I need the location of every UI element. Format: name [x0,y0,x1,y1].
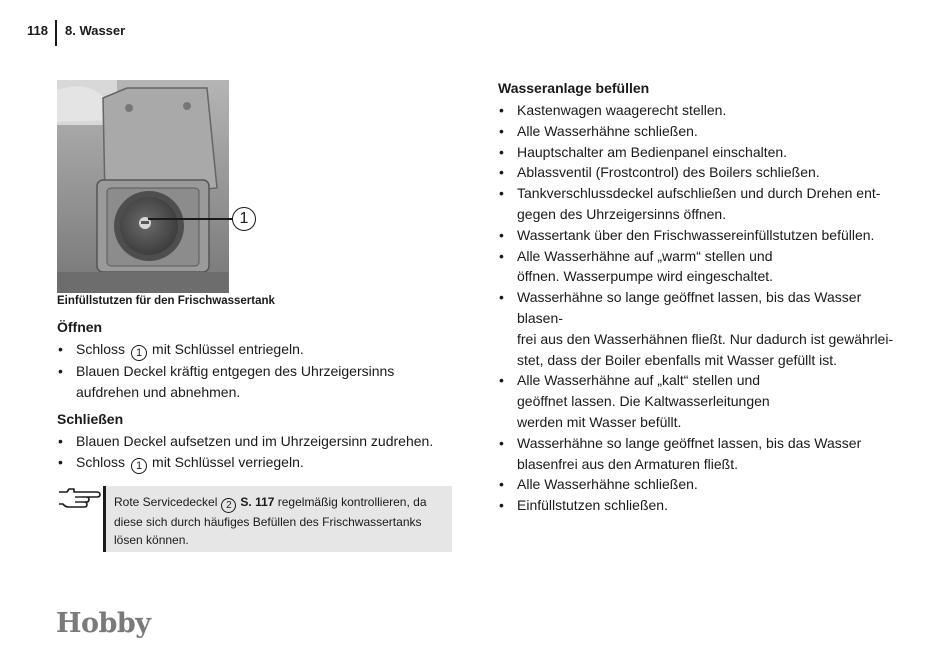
filler-neck-photo [57,80,229,293]
list-item-line: • Hauptschalter am Bedienpanel einschalten. [517,143,788,160]
list-item-line: geöffnet lassen. Die Kaltwasserleitungen [517,393,770,410]
list-item-text: mit Schlüssel entriegeln. [152,341,304,357]
list-item-line: werden mit Wasser befüllt. [517,413,682,430]
figure-caption: Einfüllstutzen für den Frischwassertank [57,295,275,307]
list-item-line: • Wasserhähne so lange geöffnet lassen, bis das Wasser [517,434,862,451]
list-item [498,495,908,516]
list-item-line: frei aus den Wasserhähnen fließt. Nur dadurch ist gewährlei- [517,330,894,347]
list-item-line: • Tankverschlussdeckel aufschließen und durch Drehen ent- [517,185,881,202]
list-item: • Blauen Deckel aufsetzen und im Uhrzeigersinn zudrehen. [57,431,457,452]
open-steps-list [57,339,457,403]
list-item-line: gegen des Uhrzeigersinns öffnen. [517,205,727,222]
list-item-line: • Alle Wasserhähne auf „warm“ stellen und [517,247,773,264]
pointing-hand-icon [57,486,101,510]
list-item-line: öffnen. Wasserpumpe wird eingeschaltet. [517,268,774,285]
list-item [498,370,908,432]
list-item-line: • Kastenwagen waagerecht stellen. [517,102,727,118]
list-item [498,121,908,142]
list-item [498,474,908,495]
service-note [103,486,452,552]
list-item [498,246,908,288]
page-number: 118 [27,23,48,38]
list-item [498,100,908,121]
note-line-3: lösen können. [114,533,189,547]
note-text: regelmäßig kontrollieren, da [274,495,427,509]
number-marker: 2 [221,498,236,513]
number-marker: 1 [131,458,147,474]
section-title-open: Öffnen [57,319,103,335]
list-item [498,142,908,163]
list-item [498,162,908,183]
list-item [498,433,908,475]
list-item-line: • Alle Wasserhähne auf „kalt“ stellen und [517,372,761,389]
list-item-text: Schloss [76,453,126,470]
list-item: • Blauen Deckel kräftig entgegen des Uhrzeigersinns aufdrehen und abnehmen. [57,361,457,403]
hobby-logo: Hobby [56,608,151,639]
list-item-text: Schloss [76,341,126,357]
fill-steps-list [498,100,908,516]
list-item [498,287,908,370]
section-title-close: Schließen [57,411,124,427]
header-divider [55,20,57,46]
list-item-text: mit Schlüssel verriegeln. [152,453,304,470]
page-header [27,22,125,46]
chapter-title: 8. Wasser [64,23,126,38]
list-item [57,452,457,474]
list-item-line: • Einfüllstutzen schließen. [517,497,668,514]
callout-leader-line [148,218,233,220]
callout-marker-1: 1 [232,207,256,231]
section-title-fill: Wasseranlage befüllen [498,80,650,96]
number-marker: 1 [131,345,147,361]
list-item-line: • Alle Wasserhähne schließen. [517,122,698,139]
note-line-2: diese sich durch häufiges Befüllen des Frischwassertanks [114,515,422,529]
note-text: Rote Servicedeckel [114,495,218,509]
close-steps-list [57,431,457,474]
list-item [498,183,908,225]
list-item-line: • Ablassventil (Frostcontrol) des Boilers schließen. [517,164,820,181]
list-item-line: blasenfrei aus den Armaturen fließt. [517,455,739,472]
list-item [57,339,457,361]
list-item [498,225,908,246]
note-line-1 [114,493,446,513]
list-item-line: • Wassertank über den Frischwassereinfüllstutzen befüllen. [517,226,875,243]
list-item-line: • Alle Wasserhähne schließen. [517,476,698,493]
page-reference: S. 117 [240,495,275,509]
list-item-line: stet, dass der Boiler ebenfalls mit Wasser gefüllt ist. [517,351,838,368]
list-item-line: • Wasserhähne so lange geöffnet lassen, bis das Wasser blasen- [517,289,862,326]
